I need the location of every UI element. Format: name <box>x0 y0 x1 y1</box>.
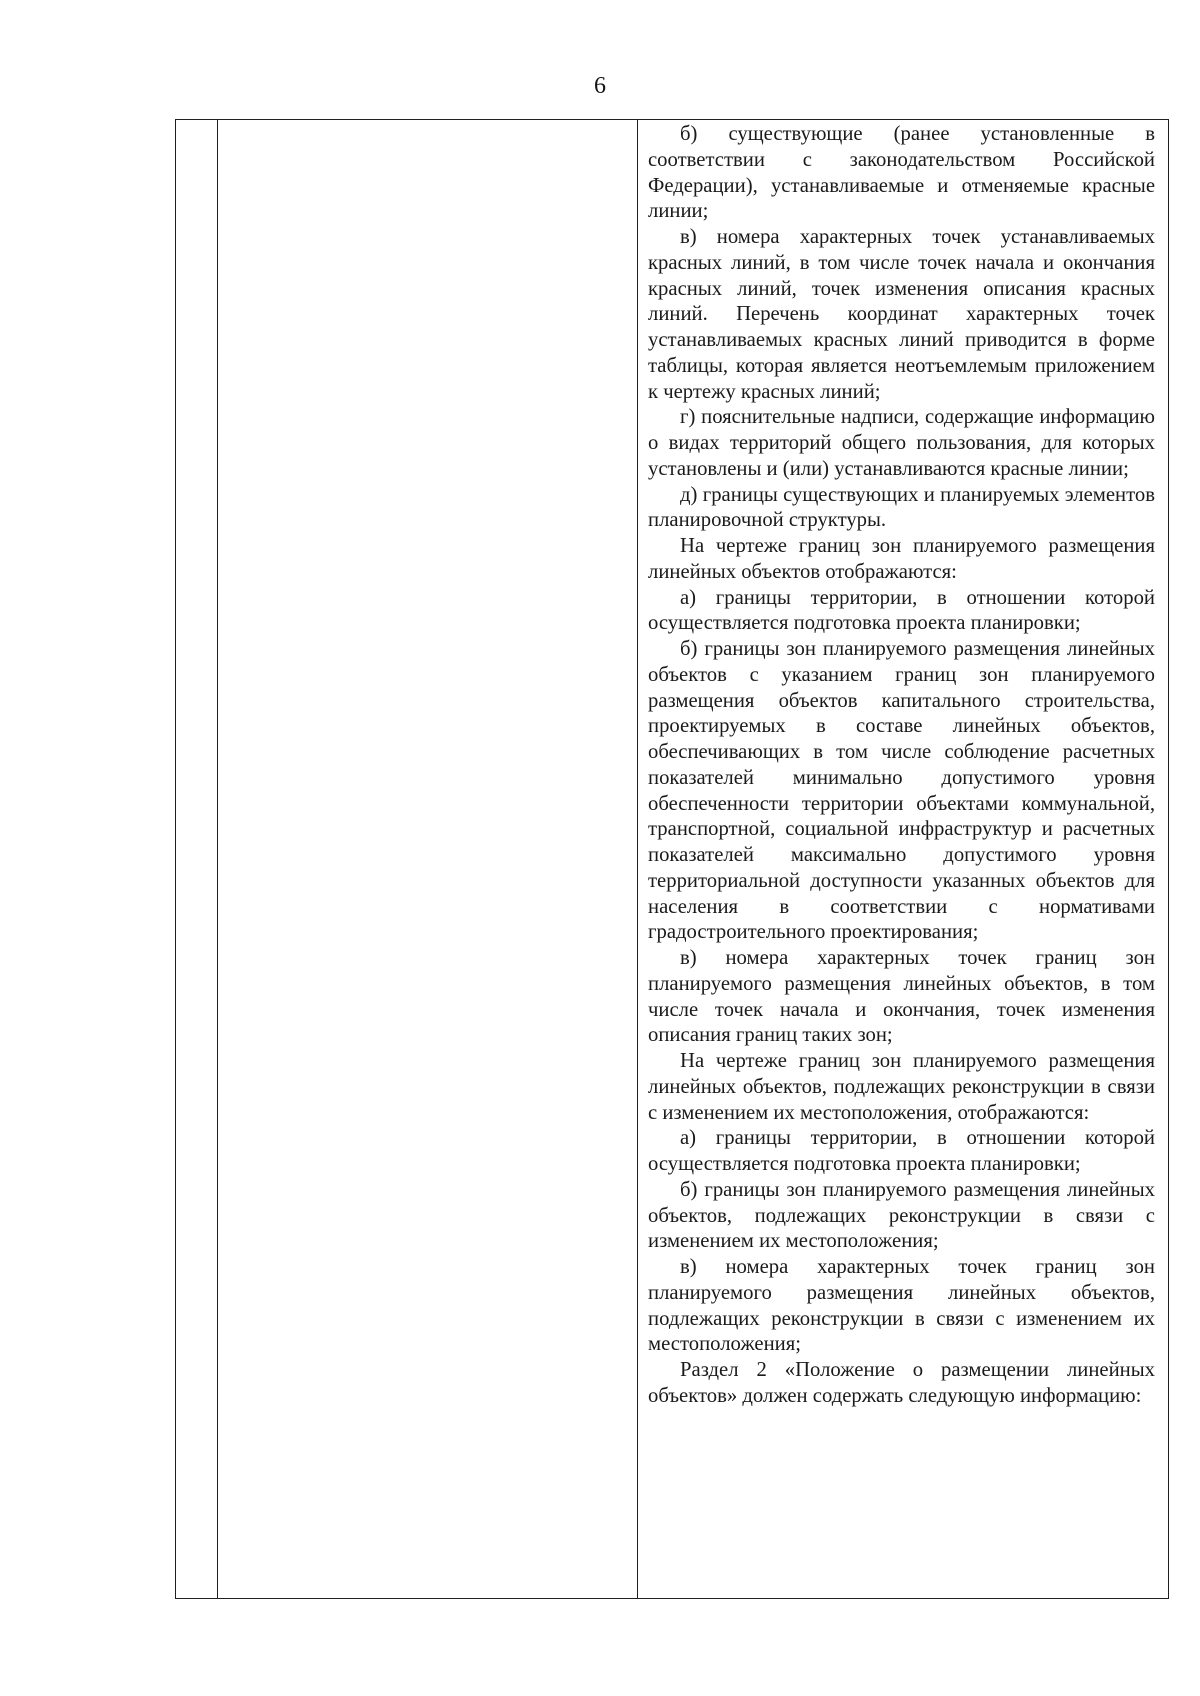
table-column-divider <box>637 120 638 1598</box>
paragraph: Раздел 2 «Положение о размещении линейных объектов» должен содержать следующую информацию: <box>648 1359 1155 1407</box>
document-table <box>175 119 1169 1599</box>
paragraph: г) пояснительные надписи, содержащие информацию о видах территорий общего пользования, для которых установлены и (или) устанавливаются красные линии; <box>648 406 1155 480</box>
paragraph: в) номера характерных точек границ зон планируемого размещения линейных объектов, в том числе точек начала и окончания, точек изменения описания границ таких зон; <box>648 947 1155 1047</box>
paragraph: д) границы существующих и планируемых элементов планировочной структуры. <box>648 483 1155 532</box>
page-number: 6 <box>594 73 606 99</box>
paragraph: На чертеже границ зон планируемого размещения линейных объектов отображаются: <box>648 535 1155 583</box>
paragraph: б) границы зон планируемого размещения линейных объектов с указанием границ зон планируемого размещения объектов капитального строительства, проектируемых в составе линейных объектов, обеспечивающих в том числе соблюдение расчетных показателей минимально допустимого уровня обеспеченности территории объектами коммунальной, транспортной, социальной инфраструктур и расчетных показателей максимально допустимого уровня территориальной доступности указанных объектов для населения в соответствии с нормативами градостроительного проектирования; <box>648 638 1155 944</box>
paragraph: в) номера характерных точек устанавливаемых красных линий, в том числе точек начала и окончания красных линий, точек изменения описания красных линий. Перечень координат характерных точек устанавливаемых красных линий приводится в форме таблицы, которая является неотъемлемым приложением к чертежу красных линий; <box>648 226 1155 403</box>
paragraph: а) границы территории, в отношении которой осуществляется подготовка проекта планировки; <box>648 586 1155 635</box>
paragraph: б) границы зон планируемого размещения линейных объектов, подлежащих реконструкции в связи с изменением их местоположения; <box>648 1178 1155 1253</box>
table-content-cell <box>648 122 1155 1410</box>
paragraph: На чертеже границ зон планируемого размещения линейных объектов, подлежащих реконструкции в связи с изменением их местоположения, отображаются: <box>648 1050 1155 1124</box>
paragraph: в) номера характерных точек границ зон планируемого размещения линейных объектов, подлежащих реконструкции в связи с изменением их местоположения; <box>648 1256 1155 1356</box>
table-column-divider <box>217 120 218 1598</box>
paragraph: а) границы территории, в отношении которой осуществляется подготовка проекта планировки; <box>648 1127 1155 1175</box>
paragraph: б) существующие (ранее установленные в соответствии с законодательством Российской Федерации), устанавливаемые и отменяемые красные линии; <box>648 123 1155 223</box>
